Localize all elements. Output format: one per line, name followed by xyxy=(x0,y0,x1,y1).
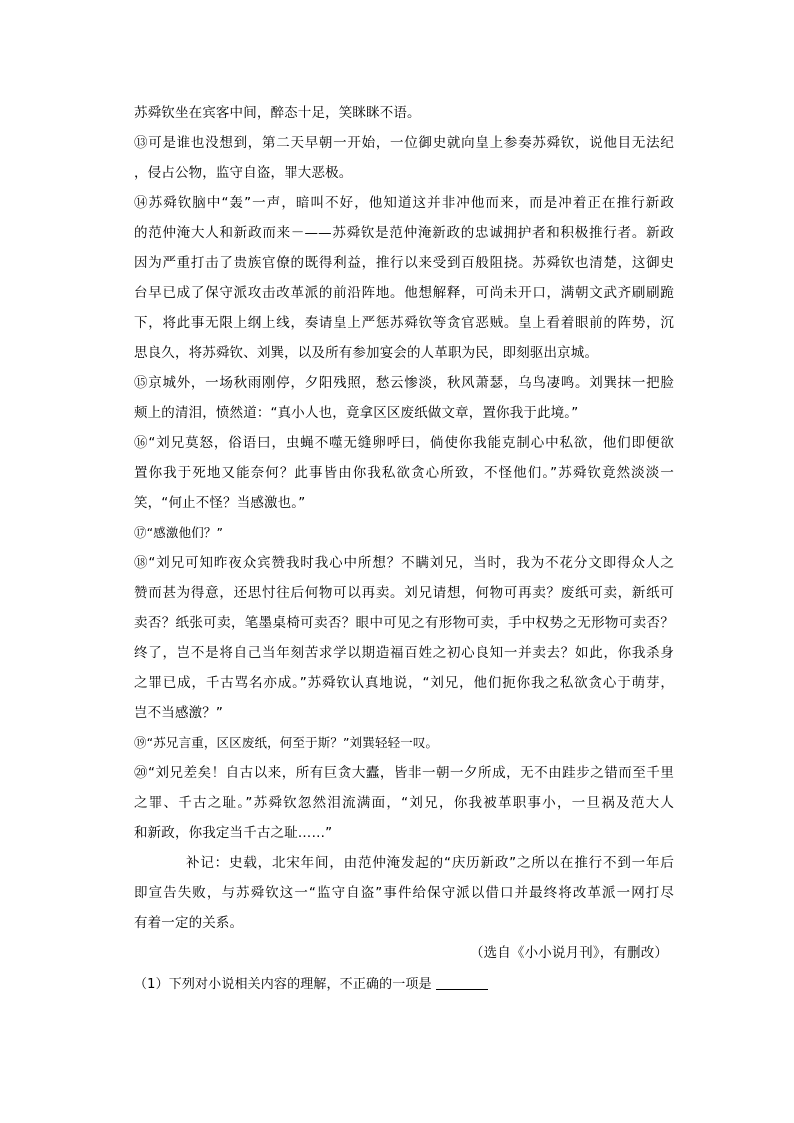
paragraph-20-line: 和新政，你我定当千古之耻……” xyxy=(134,825,333,841)
paragraph-line: 苏舜钦坐在宾客中间，醉态十足，笑眯眯不语。 xyxy=(134,105,421,121)
paragraph-14-line: 的范仲淹大人和新政而来－——苏舜钦是范仲淹新政的忠诚拥护者和积极推行者。新政 xyxy=(134,225,674,241)
paragraph-14-line: 因为严重打击了贵族官僚的既得利益，推行以来受到百般阻挠。苏舜钦也清楚，这御史 xyxy=(134,255,674,271)
question-1-text: （1）下列对小说相关内容的理解，不正确的一项是 xyxy=(134,977,432,992)
paragraph-16-line: 置你我于死地又能奈何？此事皆由你我私欲贪心所致，不怪他们。”苏舜钦竟然淡淡一 xyxy=(134,465,674,481)
paragraph-18-line: 赞而甚为得意，还思忖往后何物可以再卖。刘兄请想，何物可再卖？废纸可卖，新纸可 xyxy=(134,585,674,601)
paragraph-18-line: ⑱“刘兄可知昨夜众宾赞我时我心中所想？不瞒刘兄，当时，我为不花分文即得众人之 xyxy=(134,555,674,571)
paragraph-18-line: 岂不当感激？” xyxy=(134,705,224,721)
answer-blank[interactable] xyxy=(436,975,488,990)
paragraph-14-line: 台早已成了保守派攻击改革派的前沿阵地。他想解释，可尚未开口，满朝文武齐刷刷跪 xyxy=(134,285,674,301)
postscript-line: 即宣告失败，与苏舜钦这一“监守自盗”事件给保守派以借口并最终将改革派一网打尽 xyxy=(134,885,674,901)
paragraph-20-line: 之罪、千古之耻。”苏舜钦忽然泪流满面，“刘兄，你我被革职事小，一旦祸及范大人 xyxy=(134,795,674,811)
paragraph-18-line: 终了，岂不是将自己当年刻苦求学以期造福百姓之初心良知一并卖去？如此，你我杀身 xyxy=(134,645,674,661)
question-1 xyxy=(134,970,674,1000)
paragraph-15-line: 颊上的清泪，愤然道：“真小人也，竟拿区区废纸做文章，置你我于此境。” xyxy=(134,405,579,421)
paragraph-14-line: 思良久，将苏舜钦、刘巽，以及所有参加宴会的人革职为民，即刻驱出京城。 xyxy=(134,345,599,361)
paragraph-19-line: ⑲“苏兄言重，区区废纸，何至于斯？”刘巽轻轻一叹。 xyxy=(134,735,439,750)
paragraph-20-line: ⑳“刘兄差矣！自古以来，所有巨贪大蠹，皆非一朝一夕所成，无不由跬步之错而至千里 xyxy=(134,765,674,781)
paragraph-18-line: 之罪已成，千古骂名亦成。”苏舜钦认真地说，“刘兄，他们扼你我之私欲贪心于萌芽， xyxy=(134,675,674,691)
source-note: （选自《小小说月刊》，有删改） xyxy=(470,945,668,961)
paragraph-14-line: 下，将此事无限上纲上线，奏请皇上严惩苏舜钦等贪官恶贼。皇上看着眼前的阵势，沉 xyxy=(134,315,674,331)
paragraph-16-line: ⑯“刘兄莫怒，俗语曰，虫蝇不噬无缝卵呼曰，倘使你我能克制心中私欲，他们即便欲 xyxy=(134,435,674,451)
paragraph-15-line: ⑮京城外，一场秋雨刚停，夕阳残照，愁云惨淡，秋风萧瑟，乌鸟凄鸣。刘巽抹一把脸 xyxy=(134,375,674,391)
paragraph-13-line: ⑬可是谁也没想到，第二天早朝一开始，一位御史就向皇上参奏苏舜钦，说他目无法纪 xyxy=(134,135,674,151)
paragraph-17-line: ⑰“感激他们？” xyxy=(134,525,224,540)
paragraph-18-line: 卖否？纸张可卖，笔墨桌椅可卖否？眼中可见之有形物可卖，手中权势之无形物可卖否？ xyxy=(134,615,674,631)
postscript-line: 有着一定的关系。 xyxy=(134,915,244,931)
paragraph-14-line: ⑭苏舜钦脑中“轰”一声，暗叫不好，他知道这并非冲他而来，而是冲着正在推行新政 xyxy=(134,195,674,211)
postscript-line: 补记：史载，北宋年间，由范仲淹发起的“庆历新政”之所以在推行不到一年后 xyxy=(186,855,674,871)
passage-body xyxy=(134,98,674,1000)
paragraph-13-line: ，侵占公物，监守自盗，罪大恶极。 xyxy=(134,165,353,181)
paragraph-16-line: 笑，“何止不怪？当感激也。” xyxy=(134,495,306,511)
